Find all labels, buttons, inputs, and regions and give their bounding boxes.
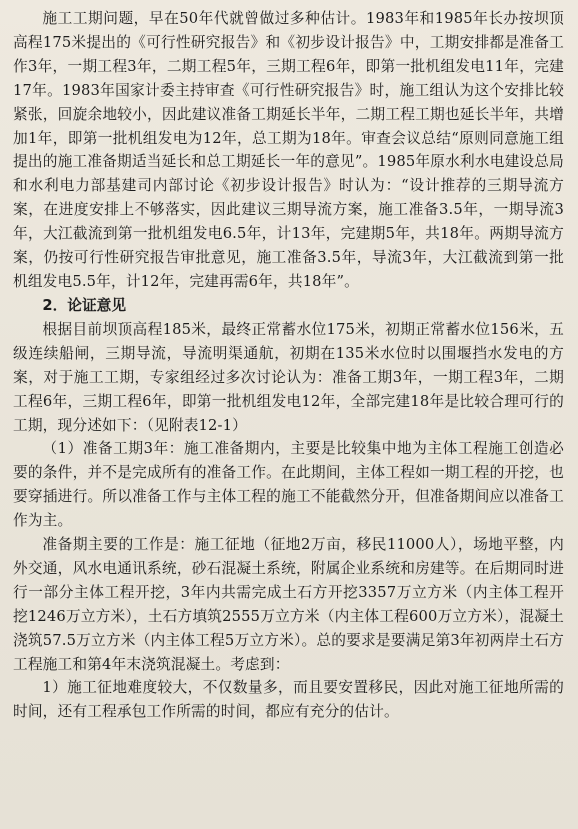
argument-paragraph: 根据目前坝顶高程185米，最终正常蓄水位175米，初期正常蓄水位156米，五级连续船闸，三期导流，导流明渠通航，初期在135米水位时以围堰挡水发电的方案，对于施工工期，专家组经过多次讨论认为：准备工期3年，一期工程3年，二期工程6年，三期工程6年，即第一批机组发电12年，全部完建18年是比较合理可行的工期，现分述如下：（见附表12-1） <box>13 320 564 434</box>
intro-paragraph: 施工工期问题，早在50年代就曾做过多种估计。1983年和1985年长办按坝顶高程175米提出的《可行性研究报告》和《初步设计报告》中，工期安排都是准备工作3年，一期工程3年，二期工程5年，三期工程6年，即第一批机组发电11年，完建17年。1983年国家计委主持审查《可行性研究报告》时，施工组认为这个安排比较紧张，回旋余地较小，因此建议准备工期延长半年，二期工程工期也延长半年，共增加1年，即第一批机组发电为12年，总工期为18年。审查会议总结“原则同意施工组提出的施工准备期适当延长和总工期延长一年的意见”。1985年原水利水电建设总局和水利电力部基建司内部讨论《初步设计报告》时认为：“设计推荐的三期导流方案，在进度安排上不够落实，因此建议三期导流方案，施工准备3.5年，一期导流3年，大江截流到第一批机组发电6.5年，计13年，完建期5年，共18年。两期导流方案，仍按可行性研究报告审批意见，施工准备3.5年，导流3年，大江截流到第一批机组发电5.5年，计12年，完建再需6年，共18年”。 <box>13 10 564 290</box>
section-heading: 2．论证意见 <box>42 296 127 314</box>
preparation-period-paragraph: （1）准备工期3年：施工准备期内，主要是比较集中地为主体工程施工创造必要的条件，并不是完成所有的准备工作。在此期间，主体工程如一期工程的开挖，也要穿插进行。所以准备工作与主体工程的施工不能截然分开，但准备期间应以准备工作为主。 <box>13 440 564 530</box>
preparation-tasks-paragraph: 准备期主要的工作是：施工征地（征地2万亩，移民11000人），场地平整，内外交通，风水电通讯系统，砂石混凝土系统，附属企业系统和房建等。在后期同时进行一部分主体工程开挖，3年内共需完成土石方开挖3357万立方米（内主体工程开挖1246万立方米），土石方填筑2555万立方米（内主体工程600万立方米），混凝土浇筑57.5万立方米（内主体工程5万立方米）。总的要求是要满足第3年初两岸土石方工程施工和第4年末浇筑混凝土。考虑到： <box>13 536 564 673</box>
land-acquisition-paragraph: 1）施工征地难度较大，不仅数量多，而且要安置移民，因此对施工征地所需的时间，还有工程承包工作所需的时间，都应有充分的估计。 <box>13 679 564 721</box>
